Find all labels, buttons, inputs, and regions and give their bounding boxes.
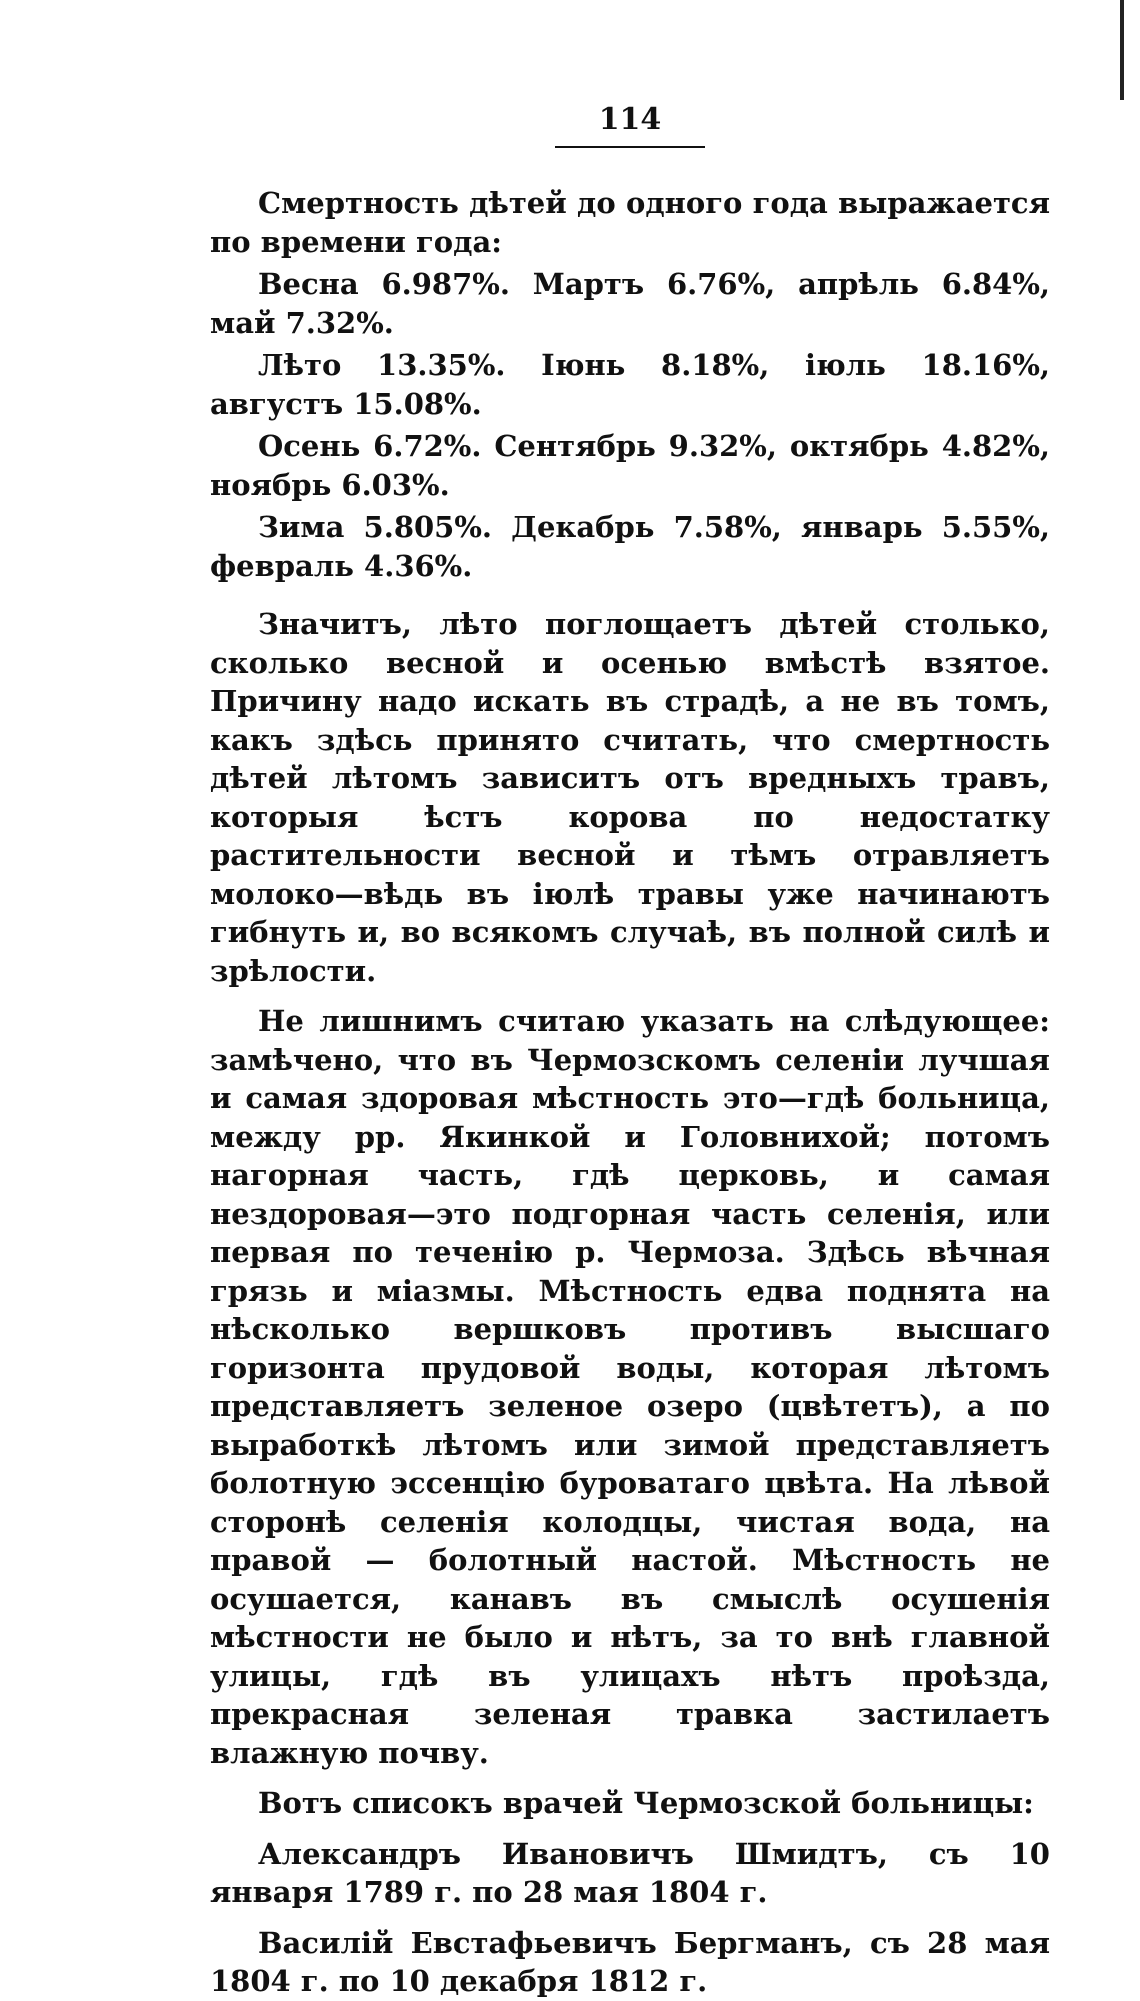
doctor-entry-2: Василій Евстафьевичъ Бергманъ, съ 28 мая 1804 г. по 10 декабря 1812 г. bbox=[210, 1925, 1050, 1998]
page-edge-line bbox=[1120, 0, 1124, 100]
season-autumn: Осень 6.72%. Сентябрь 9.32%, октябрь 4.82%, ноябрь 6.03%. bbox=[210, 429, 1050, 502]
season-summer: Лѣто 13.35%. Іюнь 8.18%, іюль 18.16%, августъ 15.08%. bbox=[210, 348, 1050, 421]
doctors-heading: Вотъ списокъ врачей Чермозской больницы: bbox=[258, 1786, 1034, 1820]
season-spring: Весна 6.987%. Мартъ 6.76%, апрѣль 6.84%, май 7.32%. bbox=[210, 267, 1050, 340]
season-winter: Зима 5.805%. Декабрь 7.58%, январь 5.55%, февраль 4.36%. bbox=[210, 510, 1050, 583]
page-number: 114 bbox=[555, 100, 705, 148]
book-page bbox=[210, 100, 1050, 2001]
intro-sentence: Смертность дѣтей до одного года выражается по времени года: bbox=[210, 186, 1050, 259]
doctor-entry-1: Александръ Ивановичъ Шмидтъ, съ 10 января 1789 г. по 28 мая 1804 г. bbox=[210, 1836, 1050, 1909]
paragraph-locality: Не лишнимъ считаю указать на слѣдующее: замѣчено, что въ Чермозскомъ селеніи лучшая и самая здоровая мѣстность это—гдѣ больница, между рр. Якинкой и Головнихой; потомъ нагорная часть, гдѣ церковь, и самая нездоровая—это подгорная часть селенія, или первая по теченію р. Чермоза. Здѣсь вѣчная грязь и міазмы. Мѣстность едва поднята на нѣсколько вершковъ противъ высшаго горизонта прудовой воды, которая лѣтомъ представляетъ зеленое озеро (цвѣтетъ), а по выработкѣ лѣтомъ или зимой представляетъ болотную эссенцію буроватаго цвѣта. На лѣвой сторонѣ селенія колодцы, чистая вода, на правой — болотный настой. Мѣстность не осушается, канавъ въ смыслѣ осушенія мѣстности не было и нѣтъ, за то внѣ главной улицы, гдѣ въ улицахъ нѣтъ проѣзда, прекрасная зеленая травка застилаетъ влажную почву. bbox=[210, 1004, 1050, 1770]
paragraph-summer-mortality: Значитъ, лѣто поглощаетъ дѣтей столько, сколько весной и осенью вмѣстѣ взятое. Причину надо искать въ страдѣ, а не въ томъ, какъ здѣсь принято считать, что смертность дѣтей лѣтомъ зависитъ отъ вредныхъ травъ, которыя ѣстъ корова по недостатку растительности весной и тѣмъ отравляетъ молоко—вѣдь въ іюлѣ травы уже начинаютъ гибнуть и, во всякомъ случаѣ, въ полной силѣ и зрѣлости. bbox=[210, 607, 1050, 988]
